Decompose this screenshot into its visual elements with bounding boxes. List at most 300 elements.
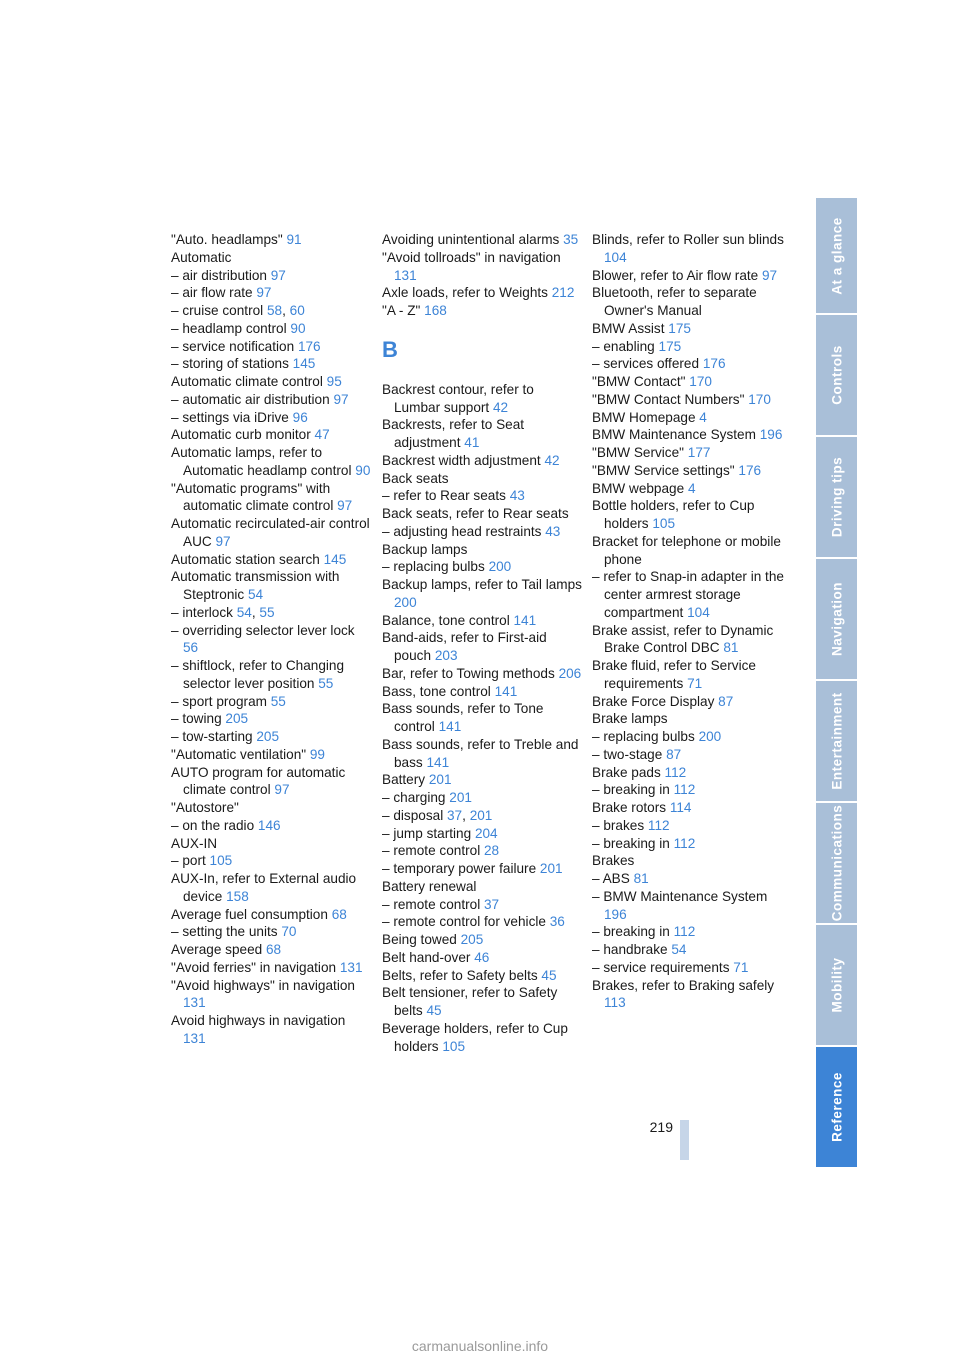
index-entry-text: – temporary power failure xyxy=(382,861,540,876)
page-reference-link[interactable]: 46 xyxy=(474,949,490,965)
index-entry xyxy=(171,284,371,302)
index-entry-text: – towing xyxy=(171,711,226,727)
index-entry xyxy=(592,338,792,356)
index-entry-text: – service requirements xyxy=(592,959,734,975)
index-entry-text: Back seats, refer to Rear seats xyxy=(382,506,569,521)
index-entry xyxy=(592,817,792,835)
index-entry xyxy=(171,320,371,338)
site-footer: carmanualsonline.info xyxy=(411,1338,549,1354)
page-reference-link[interactable]: 35 xyxy=(563,232,579,247)
index-entry xyxy=(382,1020,582,1056)
section-tab-reference[interactable] xyxy=(816,1047,857,1167)
index-entry xyxy=(171,710,371,728)
page-reference-link[interactable]: 95 xyxy=(326,374,342,389)
page-reference-link[interactable]: 97 xyxy=(762,267,778,283)
index-entry xyxy=(592,426,792,444)
index-entry-text: – remote control xyxy=(382,896,484,912)
index-entry xyxy=(592,959,792,977)
page-reference-link[interactable]: 131 xyxy=(183,1030,206,1046)
index-entry-text: "Automatic ventilation" xyxy=(171,746,310,762)
page-number: 219 xyxy=(649,1119,673,1135)
page-reference-link[interactable]: 36 xyxy=(549,914,565,930)
page-reference-link[interactable]: 200 xyxy=(488,559,512,575)
section-tabs xyxy=(816,198,857,1169)
index-entry-text: – storing of stations xyxy=(171,356,293,372)
page-reference-link[interactable]: 42 xyxy=(544,452,560,468)
section-tab-label: Mobility xyxy=(829,957,844,1013)
index-entry xyxy=(592,781,792,799)
section-tab-navigation[interactable] xyxy=(816,559,857,679)
index-entry xyxy=(382,629,582,665)
index-column-3 xyxy=(592,231,792,1012)
index-entry xyxy=(382,878,582,896)
index-entry xyxy=(171,515,371,551)
page-reference-link[interactable]: 55 xyxy=(259,604,275,620)
index-entry-text: – setting the units xyxy=(171,924,282,940)
index-entry xyxy=(382,452,582,470)
index-entry-text: – BMW Maintenance System xyxy=(592,888,768,904)
index-entry xyxy=(171,480,371,516)
index-entry xyxy=(592,799,792,817)
index-entry-text: – jump starting xyxy=(382,825,475,841)
page-reference-link[interactable]: 43 xyxy=(545,523,561,539)
index-entry: – interlock 54, 55 xyxy=(171,604,275,620)
page-reference-link[interactable]: 170 xyxy=(748,391,771,407)
section-tab-label: Reference xyxy=(829,1072,844,1142)
section-tab-communications[interactable] xyxy=(816,803,857,923)
index-entry xyxy=(382,416,582,452)
index-entry xyxy=(382,860,582,878)
section-tab-label: Navigation xyxy=(829,581,844,657)
index-entry-text: Bar, refer to Towing methods xyxy=(382,665,559,681)
page-reference-link[interactable]: 141 xyxy=(438,719,462,734)
page-reference-link[interactable]: 91 xyxy=(286,232,302,247)
index-entry xyxy=(592,355,792,373)
page-reference-link[interactable]: 71 xyxy=(687,675,703,691)
index-entry-text: Automatic recirculated-air control AUC xyxy=(171,516,370,549)
page-reference-link[interactable]: 203 xyxy=(434,648,458,663)
index-entry xyxy=(171,870,371,906)
index-column-2 xyxy=(382,231,582,1055)
index-entry-text: Automatic transmission with Steptronic xyxy=(171,569,340,602)
index-entry-text: AUX-In, refer to External audio device xyxy=(171,871,357,904)
index-entry-text: – adjusting head restraints xyxy=(382,523,546,539)
index-entry xyxy=(382,470,582,488)
index-entry xyxy=(171,551,371,569)
index-entry-text: Backrest width adjustment xyxy=(382,452,545,468)
index-entry-text: Bracket for telephone or mobile phone xyxy=(592,533,781,567)
index-entry-text: – refer to Snap-in adapter in the center armrest storage compartment xyxy=(592,569,784,620)
index-entry-text: Brake Force Display xyxy=(592,693,719,709)
index-entry-text: AUTO program for automatic climate control xyxy=(171,764,346,798)
page-reference-link[interactable]: 112 xyxy=(664,764,687,780)
index-entry-text: – breaking in xyxy=(592,835,674,851)
index-entry xyxy=(171,249,371,267)
page-reference-link[interactable]: 87 xyxy=(666,746,682,762)
page-reference-link[interactable]: 201 xyxy=(428,772,452,788)
index-entry-text: Axle loads, refer to Weights xyxy=(382,285,552,301)
index-entry xyxy=(592,746,792,764)
index-entry-text: – two-stage xyxy=(592,746,667,762)
page-reference-link[interactable]: 87 xyxy=(718,693,734,709)
index-entry xyxy=(592,391,792,409)
index-entry xyxy=(592,870,792,888)
page-reference-link[interactable]: 55 xyxy=(270,693,286,709)
index-entry-text: Brake rotors xyxy=(592,800,670,815)
page-reference-link[interactable]: 112 xyxy=(647,817,670,833)
page-reference-link[interactable]: 90 xyxy=(355,462,371,478)
page-reference-link[interactable]: 81 xyxy=(723,640,739,656)
index-entry xyxy=(171,959,371,977)
index-entry-text: – port xyxy=(171,853,210,869)
index-entry xyxy=(171,764,371,800)
page-reference-link[interactable]: 131 xyxy=(183,995,206,1011)
index-entry xyxy=(171,923,371,941)
page-reference-link[interactable]: 212 xyxy=(551,285,575,301)
index-entry xyxy=(171,799,371,817)
index-entry xyxy=(382,523,582,541)
page-reference-link[interactable]: 54 xyxy=(247,587,264,602)
page-reference-link[interactable]: 97 xyxy=(256,285,272,301)
page-reference-link[interactable]: 97 xyxy=(274,782,290,798)
index-entry xyxy=(592,373,792,391)
index-entry xyxy=(592,409,792,427)
page-reference-link[interactable]: 112 xyxy=(673,924,696,940)
index-entry xyxy=(382,789,582,807)
index-entry-text: – replacing bulbs xyxy=(592,729,699,744)
index-entry xyxy=(171,693,371,711)
index-entry xyxy=(382,505,582,523)
page-reference-link[interactable]: 200 xyxy=(698,729,722,744)
page-reference-link[interactable]: 68 xyxy=(265,942,282,957)
index-entry xyxy=(171,426,371,444)
index-entry-text: Belts, refer to Safety belts xyxy=(382,967,542,983)
index-entry xyxy=(592,568,792,621)
index-entry-text: "A - Z" xyxy=(382,303,425,318)
page-reference-link[interactable]: 55 xyxy=(318,675,334,691)
page-reference-link[interactable]: 54 xyxy=(671,942,687,957)
index-entry-text: "BMW Contact" xyxy=(592,374,690,389)
index-entry: – disposal 37, 201 xyxy=(382,807,493,823)
index-entry-text: BMW Assist xyxy=(592,320,669,336)
page-reference-link[interactable]: 97 xyxy=(270,267,286,283)
index-entry-text: Brakes xyxy=(592,853,635,869)
index-entry xyxy=(382,949,582,967)
index-entry xyxy=(171,391,371,409)
index-entry xyxy=(171,267,371,285)
index-entry-text: Battery renewal xyxy=(382,878,477,894)
index-entry xyxy=(171,338,371,356)
index-entry-text: – breaking in xyxy=(592,924,674,940)
index-entry-text: "Autostore" xyxy=(171,800,239,815)
index-entry-text: "Avoid highways" in navigation xyxy=(171,977,355,993)
index-entry-text: "Auto. headlamps" xyxy=(171,232,287,247)
index-entry xyxy=(382,612,582,630)
index-entry xyxy=(382,302,582,320)
page-reference-link[interactable]: 81 xyxy=(633,871,649,886)
section-tab-driving-tips[interactable] xyxy=(816,437,857,557)
index-entry xyxy=(171,622,371,658)
index-entry xyxy=(171,409,371,427)
index-entry-text: Backrests, refer to Seat adjustment xyxy=(382,417,525,450)
index-entry-text: Beverage holders, refer to Cup holders xyxy=(382,1020,568,1054)
page-reference-link[interactable]: 37 xyxy=(447,807,463,823)
index-entry-text: – tow-starting xyxy=(171,729,257,744)
section-tab-label: At a glance xyxy=(829,216,844,295)
index-entry xyxy=(171,977,371,1013)
index-entry-text: Backup lamps, refer to Tail lamps xyxy=(382,577,582,592)
index-entry-text: Balance, tone control xyxy=(382,612,514,628)
index-entry-text: "BMW Service" xyxy=(592,445,688,460)
page-reference-link[interactable]: 206 xyxy=(558,665,582,681)
page-reference-link[interactable]: 176 xyxy=(738,462,762,478)
page-reference-link[interactable]: 60 xyxy=(289,303,305,318)
index-entry-text: – remote control xyxy=(382,843,484,859)
page-reference-link[interactable]: 200 xyxy=(394,594,417,610)
page-reference-link[interactable]: 42 xyxy=(493,399,509,415)
page-reference-link[interactable]: 112 xyxy=(673,835,696,851)
index-entry-text: BMW webpage xyxy=(592,480,688,496)
section-tab-label: Driving tips xyxy=(829,456,844,538)
index-entry-text: Blinds, refer to Roller sun blinds xyxy=(592,232,784,247)
index-entry xyxy=(592,320,792,338)
index-entry-text: Bass sounds, refer to Tone control xyxy=(382,701,544,734)
index-entry xyxy=(382,736,582,772)
section-tab-at-a-glance[interactable] xyxy=(816,198,857,313)
page-reference-link[interactable]: 4 xyxy=(699,409,707,425)
page-reference-link[interactable]: 104 xyxy=(604,249,627,265)
page-reference-link[interactable]: 4 xyxy=(687,480,696,496)
page-reference-link[interactable]: 97 xyxy=(333,391,349,407)
page-reference-link[interactable]: 97 xyxy=(215,533,231,549)
page-reference-link[interactable]: 176 xyxy=(702,356,726,372)
index-entry xyxy=(592,231,792,267)
index-entry xyxy=(592,462,792,480)
index-entry-text: Backrest contour, refer to Lumbar support xyxy=(382,381,534,415)
section-tab-label: Communications xyxy=(829,804,844,922)
page-reference-link[interactable]: 145 xyxy=(323,551,347,567)
page-reference-link[interactable]: 168 xyxy=(424,303,447,318)
index-entry-text: Back seats xyxy=(382,470,449,486)
page-reference-link[interactable]: 141 xyxy=(494,683,518,699)
index-entry-text: – cruise control xyxy=(171,303,267,318)
index-entry-text: Automatic station search xyxy=(171,551,324,567)
page-reference-link[interactable]: 201 xyxy=(539,861,563,876)
page-reference-link[interactable]: 112 xyxy=(673,782,696,798)
page-reference-link[interactable]: 68 xyxy=(331,906,347,922)
index-entry xyxy=(382,249,582,285)
page-reference-link[interactable]: 47 xyxy=(314,427,330,443)
page-reference-link[interactable]: 176 xyxy=(297,338,321,354)
index-entry xyxy=(171,941,371,959)
page-reference-link[interactable]: 201 xyxy=(469,807,493,823)
index-entry-text: – automatic air distribution xyxy=(171,391,334,407)
index-entry-text: Average speed xyxy=(171,942,266,957)
index-entry-text: – remote control for vehicle xyxy=(382,914,550,930)
section-tab-mobility[interactable] xyxy=(816,925,857,1045)
index-entry-text: Automatic lamps, refer to Automatic headlamp control xyxy=(171,445,356,478)
index-entry xyxy=(592,764,792,782)
page-reference-link[interactable]: 45 xyxy=(541,967,557,983)
page-reference-link[interactable]: 205 xyxy=(256,729,280,744)
index-entry xyxy=(171,355,371,373)
page-reference-link[interactable]: 196 xyxy=(604,906,627,922)
index-entry-text: Avoid highways in navigation xyxy=(171,1013,346,1028)
index-entry-text: Avoiding unintentional alarms xyxy=(382,232,564,247)
index-entry xyxy=(382,967,582,985)
page-reference-link[interactable]: 196 xyxy=(759,427,783,443)
page-reference-link[interactable]: 131 xyxy=(394,267,417,283)
section-tab-controls[interactable] xyxy=(816,315,857,435)
index-entry-text: Automatic xyxy=(171,249,232,265)
index-entry xyxy=(592,977,792,1013)
page-reference-link[interactable]: 141 xyxy=(426,754,450,770)
index-entry xyxy=(382,284,582,302)
index-entry-text: Bass sounds, refer to Treble and bass xyxy=(382,736,579,770)
index-entry xyxy=(592,835,792,853)
page-reference-link[interactable]: 205 xyxy=(460,932,484,947)
page-reference-link[interactable]: 56 xyxy=(183,640,199,656)
index-entry-text: – sport program xyxy=(171,693,271,709)
index-entry-text: Brake assist, refer to Dynamic Brake Control DBC xyxy=(592,622,774,656)
index-entry-text: Belt hand-over xyxy=(382,949,475,965)
page-reference-link[interactable]: 113 xyxy=(604,995,626,1011)
index-entry xyxy=(171,835,371,853)
index-entry-text: BMW Homepage xyxy=(592,409,700,425)
index-entry-text: Brake lamps xyxy=(592,711,668,727)
page-reference-link[interactable]: 45 xyxy=(426,1003,442,1018)
index-entry xyxy=(592,941,792,959)
page-reference-link[interactable]: 71 xyxy=(733,959,749,975)
page-reference-link[interactable]: 175 xyxy=(668,320,691,336)
index-entry xyxy=(592,728,792,746)
index-entry xyxy=(382,231,582,249)
index-entry-text: Belt tensioner, refer to Safety belts xyxy=(382,985,558,1018)
page-reference-link[interactable]: 204 xyxy=(474,825,498,841)
index-entry xyxy=(592,923,792,941)
index-entry-text: BMW Maintenance System xyxy=(592,427,760,443)
index-entry-text: – overriding selector lever lock xyxy=(171,622,355,638)
index-entry xyxy=(171,444,371,480)
section-tab-label: Controls xyxy=(829,345,844,405)
index-entry xyxy=(382,842,582,860)
index-entry-text: Brake pads xyxy=(592,764,665,780)
index-entry-text: Being towed xyxy=(382,932,461,947)
page-reference-link[interactable]: 90 xyxy=(290,320,306,336)
index-entry xyxy=(382,825,582,843)
page-reference-link[interactable]: 158 xyxy=(226,888,249,904)
page-reference-link[interactable]: 54 xyxy=(236,604,252,620)
index-entry-text: – headlamp control xyxy=(171,320,291,336)
page-reference-link[interactable]: 177 xyxy=(687,445,711,460)
index-entry xyxy=(171,657,371,693)
index-entry-text: – air distribution xyxy=(171,267,271,283)
page-reference-link[interactable]: 58 xyxy=(266,303,283,318)
page-reference-link[interactable]: 28 xyxy=(484,843,500,859)
page-reference-link[interactable]: 141 xyxy=(513,612,537,628)
index-entry-text: – brakes xyxy=(592,817,648,833)
index-entry xyxy=(592,693,792,711)
index-entry xyxy=(171,373,371,391)
index-entry xyxy=(382,984,582,1020)
index-entry: – cruise control 58, 60 xyxy=(171,303,305,318)
index-entry xyxy=(592,497,792,533)
page-reference-link[interactable]: 41 xyxy=(464,435,480,450)
index-entry-text: – interlock xyxy=(171,604,237,620)
index-entry-text: AUX-IN xyxy=(171,835,218,851)
page-reference-link[interactable]: 105 xyxy=(652,516,676,531)
page-reference-link[interactable]: 97 xyxy=(337,498,353,514)
page-reference-link[interactable]: 104 xyxy=(687,604,710,620)
index-entry-text: Automatic curb monitor xyxy=(171,427,315,443)
page-reference-link[interactable]: 37 xyxy=(484,896,500,912)
index-entry-text: Bluetooth, refer to separate Owner's Manual xyxy=(592,285,757,318)
index-entry-text: Brakes, refer to Braking safely xyxy=(592,977,775,993)
index-entry-text: "Automatic programs" with automatic climate control xyxy=(171,480,338,514)
index-entry xyxy=(382,683,582,701)
index-entry xyxy=(382,558,582,576)
index-entry-text: – disposal xyxy=(382,807,447,823)
index-entry xyxy=(171,231,371,249)
index-entry-text: Brake fluid, refer to Service requirements xyxy=(592,658,756,691)
index-entry-text: – charging xyxy=(382,790,450,805)
page-reference-link[interactable]: 205 xyxy=(225,711,249,727)
index-entry xyxy=(171,746,371,764)
index-column-1 xyxy=(171,231,371,1048)
page-reference-link[interactable]: 201 xyxy=(449,790,472,805)
index-entry xyxy=(382,541,582,559)
page-reference-link[interactable]: 175 xyxy=(658,338,682,354)
index-entry xyxy=(592,284,792,320)
index-entry-text: – air flow rate xyxy=(171,285,257,301)
index-entry xyxy=(382,487,582,505)
index-entry xyxy=(592,852,792,870)
index-entry-text: "Avoid ferries" in navigation xyxy=(171,959,340,975)
section-letter-heading: B xyxy=(382,336,398,362)
section-tab-entertainment[interactable] xyxy=(816,681,857,801)
index-entry xyxy=(382,665,582,683)
index-entry-text: – breaking in xyxy=(592,782,674,798)
page-reference-link[interactable]: 146 xyxy=(257,817,281,833)
page-reference-link[interactable]: 96 xyxy=(292,409,308,425)
page-reference-link[interactable]: 105 xyxy=(209,853,233,869)
page-reference-link[interactable]: 114 xyxy=(669,800,692,815)
index-entry-text: Average fuel consumption xyxy=(171,906,332,922)
index-entry xyxy=(382,896,582,914)
page-reference-link[interactable]: 170 xyxy=(689,374,712,389)
index-entry-text: Band-aids, refer to First-aid pouch xyxy=(382,630,547,663)
index-entry xyxy=(382,771,582,789)
index-entry-text: – services offered xyxy=(592,356,703,372)
index-entry-text: Battery xyxy=(382,772,429,788)
page-reference-link[interactable]: 145 xyxy=(292,356,316,372)
page-reference-link[interactable]: 131 xyxy=(339,959,363,975)
index-entry-text: – refer to Rear seats xyxy=(382,488,510,504)
section-tab-label: Entertainment xyxy=(829,692,844,790)
index-entry xyxy=(592,622,792,658)
index-entry-text: – service notification xyxy=(171,338,298,354)
index-entry xyxy=(592,480,792,498)
index-entry-text: Backup lamps xyxy=(382,541,468,557)
page-reference-link[interactable]: 105 xyxy=(442,1038,466,1054)
page-reference-link[interactable]: 99 xyxy=(309,746,325,762)
index-entry xyxy=(171,728,371,746)
index-entry xyxy=(592,888,792,924)
page-reference-link[interactable]: 43 xyxy=(509,488,525,504)
index-entry-text: – settings via iDrive xyxy=(171,409,293,425)
page-reference-link[interactable]: 70 xyxy=(281,924,297,940)
index-entry xyxy=(382,913,582,931)
